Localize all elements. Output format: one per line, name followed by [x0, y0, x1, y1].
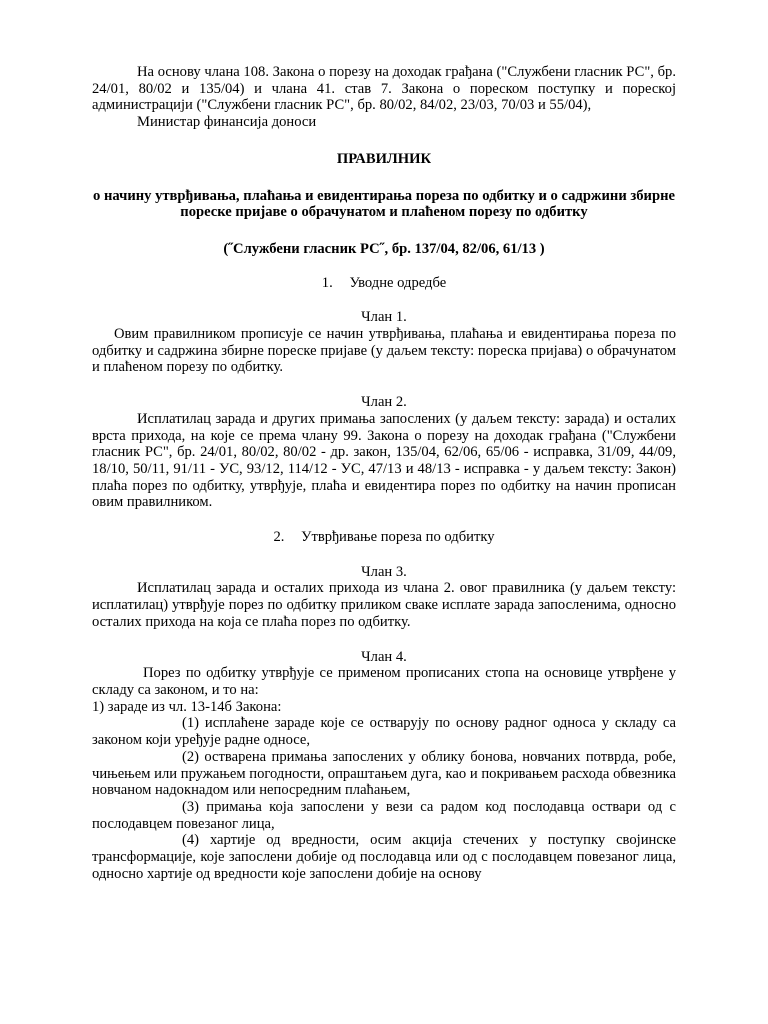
legal-basis-paragraph: На основу члана 108. Закона о порезу на доходак грађана ("Службени гласник РС", бр. 24/01, 80/02 и 135/04) и члана 41. став 7. Закона о пореском поступку и пореској администрацији ("Службени гласник РС", бр. 80/02, 84/02, 23/03, 70/03 и 55/04),	[92, 64, 676, 114]
article-4-heading: Члан 4.	[361, 648, 407, 665]
section-number: 2.	[273, 529, 285, 546]
section-title: Утврђивање пореза по одбитку	[301, 529, 495, 546]
article-3-text: Исплатилац зарада и осталих прихода из члана 2. овог правилника (у даљем тексту: исплатилац) утврђује порез по одбитку приликом сваке исплате зарада запосленима, односно осталих прихода на која се плаћа порез по одбитку.	[92, 580, 676, 630]
document-title: ПРАВИЛНИК	[336, 150, 432, 167]
article-4-subitem: (1) исплаћене зараде које се остварују по основу радног односа у складу са законом који уређује радне односе,	[92, 715, 676, 749]
article-2-text: Исплатилац зарада и других примања запослених (у даљем тексту: зарада) и осталих врста прихода, на које се према члану 99. Закона о порезу на доходак грађана ("Службени гласник РС", бр. 24/01, 80/02, 80/02 - др. закон, 135/04, 62/06, 65/06 - исправка, 31/09, 44/09, 18/10, 50/11, 91/11 - УС, 93/12, 114/12 - УС, 47/13 и 48/13 - исправка - у даљем тексту: Закон) плаћа порез по одбитку, утврђује, плаћа и евидентира порез по одбитку на начин прописан овим правилником.	[92, 410, 676, 511]
section-number: 1.	[321, 274, 333, 291]
article-4-item-1: 1) зараде из чл. 13-14б Закона:	[92, 698, 282, 715]
section-heading-2	[92, 529, 676, 546]
article-1-text: Овим правилником прописује се начин утврђивања, плаћања и евидентирања пореза по одбитку и садржина збирне пореске пријаве (у даљем тексту: пореска пријава) о обрачунатом и плаћеном порезу по одбитку.	[92, 326, 676, 376]
article-4-subitem: (3) примања која запослени у вези са радом код послодавца оствари од с послодавцем повезаног лица,	[92, 798, 676, 832]
article-2-heading: Члан 2.	[361, 394, 407, 411]
article-1-heading: Члан 1.	[361, 309, 407, 326]
section-title: Уводне одредбе	[349, 274, 447, 291]
article-4-subitem: (2) остварена примања запослених у облику бонова, новчаних потврда, робе, чињењем или пружањем погодности, опраштањем дуга, као и покривањем расхода обвезника новчаном надокнадом или непосредним плаћањем,	[92, 748, 676, 799]
section-heading-1	[92, 275, 676, 292]
document-subtitle: о начину утврђивања, плаћања и евидентирања пореза по одбитку и о садржини збирне пореске пријаве о обрачунатом и плаћеном порезу по одбитку	[93, 187, 675, 221]
document-body	[92, 64, 676, 882]
issuer-line: Министар финансија доноси	[137, 114, 317, 131]
article-4-intro: Порез по одбитку утврђује се применом прописаних стопа на основице утврђене у складу са законом, и то на:	[92, 665, 676, 698]
gazette-reference: (˝Службени гласник РС˝, бр. 137/04, 82/06, 61/13 )	[223, 240, 545, 257]
article-3-heading: Члан 3.	[361, 563, 407, 580]
article-4-subitem: (4) хартије од вредности, осим акција стечених у поступку својинске трансформације, које запослени добије од послодавца или од с послодавцем повезаног лица, односно хартије од вредности које запослени добије на основу	[92, 832, 676, 882]
